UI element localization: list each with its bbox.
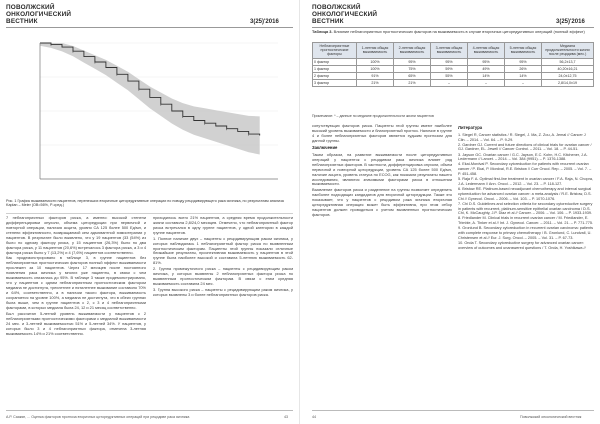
text-column-2: [153, 216, 293, 406]
journal-title: [312, 5, 377, 25]
reference-item: 3. Jayson GC. Ovarian cancer / G.C. Jayson, E.C. Kohn, H.C. Kitchener, J.A. Ledermann // Lancet. – 2014. – Vol. 384 (9951). – P. 1376-1388.: [458, 152, 588, 162]
section-heading: Литература: [458, 125, 483, 130]
footer-text: Поволжский онкологический вестник: [520, 415, 582, 419]
journal-title: [6, 5, 71, 25]
paragraph: 7 неблагоприятных факторов риска, а именно: высокой степени дифференцировки опухоли, объема циторедукции при первичной и повторной операции, наличия асцита, уровня СА 125 более 500 Ед/мл, и степени эффективности, возвращаемой кем адъювантной химиотерапии у пациентов. В результате было выявлено, что у 19 пациентов (33 (54%) из было по одному фактору риска, у 15 пациентов (26,3%) было по два фактора риска, у 11 пациентов (20,6%) встречалось 3 фактора риска, а 3 и 4 фактора риска было у 7 (13,2%) и 4 (7,6%) пациентов соответственно.: [6, 216, 146, 255]
table-cell: 100%: [357, 65, 394, 72]
table-cell: 49%: [468, 65, 505, 72]
table-cell: 56,2±13,7: [542, 58, 594, 65]
table-header-cell: Медиана продолжительности жизни после рецидива (мес.): [542, 43, 594, 59]
table-cell: 26%: [505, 65, 542, 72]
text-column-1: [6, 216, 146, 406]
table-row: [313, 65, 594, 72]
reference-item: 4. Ekai-Mordval P. Secondary cytoreduction for patients with recurrent ovarian cancer / P. Ekai, P. Mordval, R.E. Bristow // Curr Oncol. Rep. – 2005. – Vol. 7. – P. 451-458.: [458, 162, 592, 177]
table-header-cell: 5-летняя общая выживаемость: [505, 43, 542, 59]
issue-number: 3(25)'2016: [250, 19, 279, 25]
table-row: [313, 80, 594, 87]
paragraph: Таким образом, на развитие выживаемости после циторедуктивных операций у пациенток с рецидивом рака яичника влияет ряд неблагоприятных факторов. В частности, дифференцировка опухоли, объем первичной и повторной циторедукции, уровень СА 125 более 500 Ед/мл, наличие асцита, уровень статуса по ECOG, как показали результаты нашего исследования, являются значимыми факторами риска в отношении выживаемости.: [312, 151, 452, 187]
reference-item: 5. Raja F. A. Optimal first-line treatment in ovarian cancer / F.A. Raja, N. Chopra, J.A. Ledermann // Ann. Oncol. – 2012. – Vol. 23. – P. 118-127.: [458, 177, 594, 186]
table-cell: 95%: [505, 58, 542, 65]
table-cell: 100%: [357, 58, 394, 65]
paragraph: 3. Группа высокого риска – пациенты с рецидивирующим раком яичника, у которых выявлены 3 и более неблагоприятных факторов риска.: [153, 286, 293, 297]
table-cell: 14%: [505, 73, 542, 80]
table-caption-label: Таблица 3.: [312, 29, 333, 34]
paragraph: 1. Полное наличие двух – пациенты с рецидивирующим раком яичника, у которых наблюдалась 1 неблагоприятный фактор риска по выявленным прогностическим факторам. Пациенты этой группы показали отличные ближайшие результаты, проспективная выживаемость у пациентов в этой группе была наиболее высокой и составила 5-летнюю выживаемость 62-81%.: [153, 235, 293, 266]
table-cell: –: [468, 80, 505, 87]
table-cell: 55%: [431, 73, 468, 80]
paragraph: 2. Группа промежуточного риска – пациенты с рецидивирующим раком яичника, у которых выявлены 2 неблагоприятных фактора риска по выявленным прогностическим факторам. В связи с этим средняя выживаемость составила 24 мес.: [153, 266, 293, 286]
journal-title-line: ПОВОЛЖСКИЙ: [6, 4, 55, 11]
table-cell: –: [505, 80, 542, 87]
reference-item: 8. Friedlander M. Clinical trials in recurrent ovarian cancer / M. Friedlander, E. Trimble, A. Tinker et al // Int. J. Gynecol. Cancer. – 2011. – Vol. 21. – P. 771-775.: [458, 216, 594, 226]
table-caption-text: Влияние неблагоприятных прогностических факторов на выживаемость в случае вторичных циторедуктивных операций (полный эффект): [333, 29, 585, 34]
table-cell: 21%: [357, 80, 394, 87]
table-cell: 21%: [394, 80, 431, 87]
table-header-cell: 1-летняя общая выживаемость: [357, 43, 394, 59]
page-number: 43: [284, 415, 288, 419]
table-cell: 2 фактор: [313, 73, 357, 80]
footer-text: А.Р. Саакян, ... Оценка факторов прогноза вторичных циторедуктивных операций при рецидиве рака яичника: [6, 415, 190, 419]
reference-item: 6. Bristow RE. Platinum-based neoadjuvant chemotherapy and interval surgical cytoreduction for advanced ovarian cancer: a meta-analysis / R.E. Bristow, D.S. Chi // Gynecol. Oncol. – 2006. – Vol. 103. – P. 1070-1076.: [458, 187, 592, 201]
table-header-cell: 2-летняя общая выживаемость: [394, 43, 431, 59]
table-cell: 14%: [468, 73, 505, 80]
paragraph: приходилось всего 21% пациентов, а средняя время продолжительности жизни составила 2,8/24,0 месяцев. Отмечено, что неблагоприятный фактор риска встречался в одну группе пациентов, у одной категории в каждой группе пациентов.: [153, 216, 293, 235]
reference-item: 1. Siegel R, Cancer statistics / R. Siegel, J. Ma, Z. Zou, A. Jemal // Cancer J Clin. – 2014. – Vol. 64. – P. 9-29.: [458, 132, 586, 142]
journal-title-line: ПОВОЛЖСКИЙ: [312, 4, 361, 11]
table-header-row: [313, 43, 594, 59]
table-row: [313, 73, 594, 80]
reference-item: 9. Gronlund B. Secondary cytoreduction in recurrent ovarian carcinoma: patients with complete response to primary chemotherapy / B. Gronlund, C. Lundvall, U. Christensen et al // Eur. J. Surg. Oncol. – 2005. – Vol. 31. – P. 67-73.: [458, 226, 594, 240]
table-cell: 75%: [394, 65, 431, 72]
references: [458, 124, 594, 406]
table-cell: 0 фактор: [313, 58, 357, 65]
table-header-cell: 4-летняя общая выживаемость: [468, 43, 505, 59]
table-cell: 1 фактор: [313, 65, 357, 72]
figure-caption: Рис. 1 График выживаемости пациентов, перенесших вторичные циторедуктивные операции по поводу рецидивирующего рака яичника, по результатам анализа Kaplan – Meier (ОВ=56%, Р-сред.): [6, 199, 284, 208]
paragraph: сопутствующих факторов риска. Пациенты этой группы имеют наиболее высокий уровень выживаемости и благоприятный прогноз. Наличие в группе 4 и более неблагоприятных факторов является худшим прогнозом для данной группы.: [312, 124, 452, 143]
table-row: [313, 58, 594, 65]
header-rule: [312, 27, 594, 28]
header-rule: [6, 27, 293, 28]
caption-rule: [6, 213, 293, 214]
footer-rule: [6, 410, 293, 411]
table-header-cell: 3-летняя общая выживаемость: [431, 43, 468, 59]
page-number: 44: [312, 415, 316, 419]
paragraph: Был рассчитан 5-летний уровень выживаемости у пациентов с 2 неблагоприятными прогностическими факторами с медианой выживаемости 24 мес. и 3-летней выживаемостью 51% и 5-летней 34%. У пациентов, у которых было 3 и 4 неблагоприятных фактора, отмечена 3-летняя выживаемость 14% и 21% соответственно.: [6, 310, 146, 336]
table-cell: 2,8/14,0±19: [542, 80, 594, 87]
table-cell: 3 фактор: [313, 80, 357, 87]
kaplan-meier-chart: [6, 29, 293, 199]
paragraph: Как продемонстрировано в таблице 3, в группе пациентов без неблагоприятных прогностических факторов полный эффект выживаемости прослежен за 10 пациентов. Через 17 месяцев после постоянного появления рака яичника у многих уже пациенты, в связи с чем выживаемость снизилась до 95%. В таблице 3 также продемонстрировано, что у пациентов с одним неблагоприятным прогностическим фактором медиана не достигнута, трехлетнее и пятилетнее выживание составило 70% и 64%, соответственно, а в наличии такого фактора, выживаемость сохраняется на уровне 100%, а медиана не достигнута, что в обеих группах была выше, чем в группе пациентов с 2, с 3 и 4 неблагоприятными факторами, в которых медиана была 24, 12 и 21 месяц соответственно.: [6, 255, 146, 310]
footer-rule: [312, 410, 594, 411]
survival-figure: [6, 29, 293, 199]
issue-number: 3(25)'2016: [556, 19, 585, 25]
table-cell: 91%: [357, 73, 394, 80]
table-cell: 59%: [431, 65, 468, 72]
right-page: [300, 0, 600, 424]
text-column-1: [312, 124, 452, 406]
paragraph: Выявление факторов риска и разделение на группы позволяет определить наиболее подходящих кандидатов для вторичной циторедукции. Также это показывает, что у пациентов с рецидивом рака яичника вторичная циторедуктивная операция может быть эффективна, при этом отбор пациентов должен проводиться с учетом выявленных прогностических факторов.: [312, 187, 452, 217]
journal-title-line: ВЕСТНИК: [6, 17, 38, 25]
table-cell: 95%: [394, 58, 431, 65]
journal-title-line: ОНКОЛОГИЧЕСКИЙ: [312, 10, 378, 18]
journal-title-line: ОНКОЛОГИЧЕСКИЙ: [6, 10, 72, 18]
section-heading: Заключение: [312, 144, 338, 150]
table-caption: [312, 30, 594, 35]
reference-list: [458, 133, 594, 251]
table-cell: 24,0±12,75: [542, 73, 594, 80]
reference-item: 2. Gardner GJ. Current and future directions of clinical trials for ovarian cancer / GJ. Gardner, EL. Jewell // Cancer Control. – 2011. – Vol. 18. – P. 44-51.: [458, 142, 592, 152]
survival-table: [312, 42, 594, 87]
reference-item: 10. Onda T. Secondary cytoreductive surgery for advanced ovarian cancer: overview of outcomes and unanswered questions / T. Onda, H. Yoshikawa //: [458, 241, 586, 250]
table-note: Примечание: * – данные по медиане продолжительности жизни пациентов: [312, 114, 434, 118]
table-cell: –: [431, 80, 468, 87]
journal-title-line: ВЕСТНИК: [312, 17, 344, 25]
reference-item: 7. Chi D.S. Guidelines and selection criteria for secondary cytoreductive surgery in patients with recurrent, platinum-sensitive epithelial ovarian carcinoma / D.S. Chi, K. McCaughty, J.P. Diaz et al // Cancer. – 2006. – Vol. 106. – P. 1933-1939.: [458, 201, 593, 216]
table-cell: 95%: [431, 58, 468, 65]
table-header-cell: Неблагоприятные прогностические факторы: [313, 43, 357, 59]
table-cell: 65%: [394, 73, 431, 80]
table-cell: 95%: [468, 58, 505, 65]
table-cell: 40,20±16,21: [542, 65, 594, 72]
